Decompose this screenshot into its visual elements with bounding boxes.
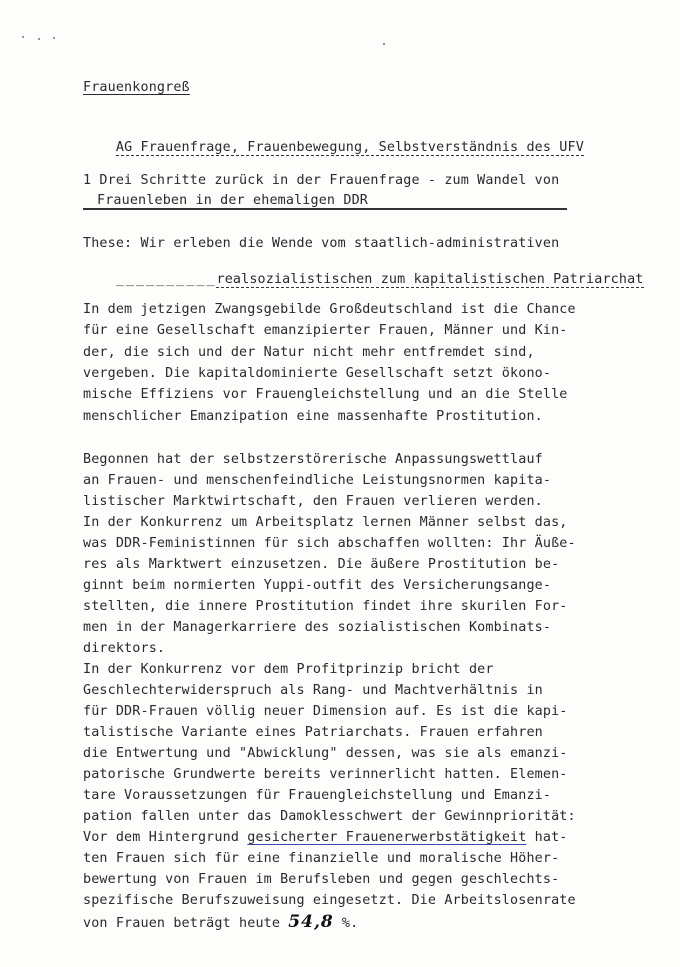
para2-line: stellten, die innere Prostitution findet ihre skurilen For- xyxy=(83,599,568,614)
para2-line: talistische Variante eines Patriarchats. Frauen erfahren xyxy=(83,725,543,740)
scan-speck xyxy=(53,37,55,39)
para1-line: menschlicher Emanzipation eine massenhafte Prostitution. xyxy=(83,409,543,424)
para2-line: was DDR-Feministinnen für sich abschaffen wollten: Ihr Äuße- xyxy=(83,536,576,551)
text-segment: Vor dem Hintergrund xyxy=(83,830,248,845)
para1-line: In dem jetzigen Zwangsgebilde Großdeutschland ist die Chance xyxy=(83,302,576,317)
group-title xyxy=(83,124,584,172)
para2-line: ginnt beim normierten Yuppi-outfit des Versicherungsange- xyxy=(83,578,552,593)
para2-line: für DDR-Frauen völlig neuer Dimension auf. Es ist die kapi- xyxy=(83,704,568,719)
para2-line: men in der Managerkarriere des sozialistischen Kombinats- xyxy=(83,620,552,635)
para2-line: patorische Grundwerte bereits verinnerlicht hatten. Elemen- xyxy=(83,767,568,782)
para2-line: direktors. xyxy=(83,641,166,656)
para2-line: bewertung von Frauen im Berufsleben und gegen geschlechts- xyxy=(83,872,560,887)
text-segment: hat- xyxy=(526,830,568,845)
thesis-line1: These: Wir erleben die Wende vom staatlich-administrativen xyxy=(83,236,560,251)
scan-speck xyxy=(22,36,24,38)
underlined-phrase: gesicherter Frauenerwerbstätigkeit xyxy=(247,830,527,845)
thesis-line2-text: realsozialistischen zum kapitalistischen Patriarchat xyxy=(216,272,644,287)
para2-line: ten Frauen sich für eine finanzielle und moralische Höher- xyxy=(83,851,560,866)
para1-line: mische Effiziens vor Frauengleichstellung und an die Stelle xyxy=(83,387,568,402)
para2-line: In der Konkurrenz um Arbeitsplatz lernen Männer selbst das, xyxy=(83,515,568,530)
para2-line: tare Voraussetzungen für Frauengleichstellung und Emanzi- xyxy=(83,788,552,803)
group-title-text: AG Frauenfrage, Frauenbewegung, Selbstverständnis des UFV xyxy=(115,140,584,155)
section-underline xyxy=(83,208,567,210)
unemployment-line xyxy=(83,914,358,932)
section-title-line2: Frauenleben in der ehemaligen DDR xyxy=(97,193,368,208)
para2-line: res als Marktwert einzusetzen. Die äußere Prostitution be- xyxy=(83,557,560,572)
para2-line: Begonnen hat der selbstzerstörerische Anpassungswettlauf xyxy=(83,452,543,467)
handwritten-rate: 54,8 xyxy=(288,912,334,932)
para2-line: In der Konkurrenz vor dem Profitprinzip bricht der xyxy=(83,662,494,677)
section-title-line1: 1 Drei Schritte zurück in der Frauenfrage - zum Wandel von xyxy=(83,173,560,188)
para2-line: spezifische Berufszuweisung eingesetzt. Die Arbeitslosenrate xyxy=(83,893,576,908)
para1-line: der, die sich und der Natur nicht mehr entfremdet sind, xyxy=(83,345,535,360)
para2-line: listischer Marktwirtschaft, den Frauen verlieren werden. xyxy=(83,494,543,509)
para2-line: an Frauen- und menschenfeindliche Leistungsnormen kapita- xyxy=(83,473,552,488)
text-segment: %. xyxy=(333,916,359,931)
para1-line: vergeben. Die kapitaldominierte Gesellschaft setzt ökono- xyxy=(83,366,552,381)
scan-speck xyxy=(383,43,385,45)
thesis-line2: __________realsozialistischen zum kapitalistischen Patriarchat xyxy=(115,272,644,287)
para2-line-underlined xyxy=(83,830,568,846)
para1-line: für eine Gesellschaft emanzipierter Frauen, Männer und Kin- xyxy=(83,323,568,338)
para2-line: Geschlechterwiderspruch als Rang- und Machtverhältnis in xyxy=(83,683,543,698)
document-heading: Frauenkongreß xyxy=(83,80,190,95)
text-segment: von Frauen beträgt heute xyxy=(83,916,289,931)
para2-line: pation fallen unter das Damoklesschwert der Gewinnpriorität: xyxy=(83,809,576,824)
scan-speck xyxy=(38,38,40,40)
para2-line: die Entwertung und "Abwicklung" dessen, was sie als emanzi- xyxy=(83,746,568,761)
